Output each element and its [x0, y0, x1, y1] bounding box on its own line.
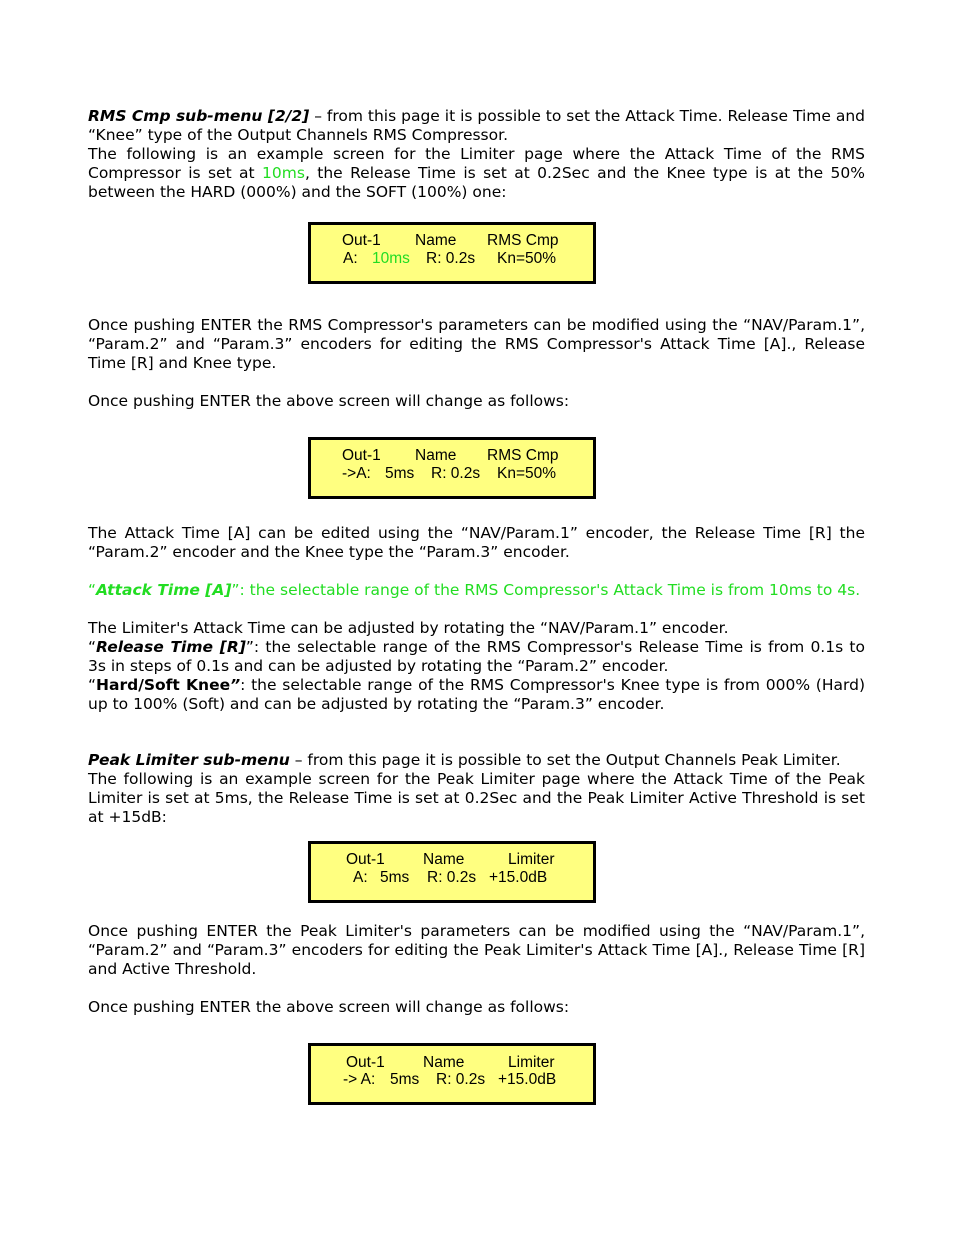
lcd-knee: Kn=50% — [497, 465, 557, 482]
peak-title: Peak Limiter sub-menu — [88, 751, 290, 769]
lcd-menu: Limiter — [508, 1054, 555, 1071]
lcd-attack-label: ->A: — [342, 465, 371, 482]
lcd-attack-label: -> A: — [343, 1071, 376, 1088]
lcd-menu: RMS Cmp — [487, 447, 559, 464]
lcd-name: Name — [423, 851, 465, 868]
lcd-attack-value: 5ms — [390, 1071, 420, 1088]
release-time-desc: “Release Time [R]”: the selectable range of the RMS Compressor's Release Time is from 0.1s to 3s in steps of 0.1s and can be adjusted by rotating the “Param.2” encoder. — [88, 638, 865, 675]
attack-adjust-text: The Limiter's Attack Time can be adjusted by rotating the “NAV/Param.1” encoder. — [88, 619, 729, 637]
lcd-channel: Out-1 — [342, 232, 381, 249]
lcd-screen-rms-2 — [308, 437, 596, 499]
lcd-attack-value: 10ms — [372, 250, 410, 267]
peak-change-text: Once pushing ENTER the above screen will change as follows: — [88, 998, 570, 1016]
rms-title: RMS Cmp sub-menu [2/2] — [88, 107, 310, 125]
release-time-label: Release Time [R] — [96, 638, 246, 656]
peak-enter-text: Once pushing ENTER the Peak Limiter's parameters can be modified using the “NAV/Param.1”, “Param.2” and “Param.3” encoders for editing the Peak Limiter's Attack Time [A]., Release Time [R] and Active Threshold. — [88, 922, 865, 978]
lcd-threshold: +15.0dB — [498, 1071, 557, 1088]
attack-time-desc: “Attack Time [A]”: the selectable range of the RMS Compressor's Attack Time is from 10ms to 4s. — [88, 581, 861, 599]
rms-edit-text: The Attack Time [A] can be edited using the “NAV/Param.1” encoder, the Release Time [R] the “Param.2” encoder and the Knee type the “Param.3” encoder. — [88, 524, 865, 561]
knee-label: Hard/Soft Knee — [96, 676, 231, 694]
lcd-release: R: 0.2s — [436, 1071, 486, 1088]
attack-value-highlight: 10ms — [262, 164, 305, 182]
attack-time-label: Attack Time [A] — [96, 581, 232, 599]
rms-example-text: The following is an example screen for the Limiter page where the Attack Time of the RMS Compressor is set at 10ms, the Release Time is set at 0.2Sec and the Knee type is at the 50% between the HARD (000%) and the SOFT (100%) one: — [88, 145, 865, 201]
rms-enter-text: Once pushing ENTER the RMS Compressor's parameters can be modified using the “NAV/Param.1”, “Param.2” and “Param.3” encoders for editing the RMS Compressor's Attack Time [A]., Release Time [R] and Knee type. — [88, 316, 865, 372]
lcd-channel: Out-1 — [346, 851, 385, 868]
lcd-attack-value: 5ms — [385, 465, 415, 482]
lcd-channel: Out-1 — [346, 1054, 385, 1071]
rms-intro: RMS Cmp sub-menu [2/2] – from this page it is possible to set the Attack Time. Release Time and “Knee” type of the Output Channels RMS Compressor. — [88, 107, 865, 144]
lcd-release: R: 0.2s — [431, 465, 481, 482]
lcd-attack-label: A: — [353, 869, 368, 886]
lcd-screen-peak-1 — [308, 841, 596, 903]
lcd-name: Name — [415, 447, 457, 464]
lcd-name: Name — [415, 232, 457, 249]
lcd-screen-rms-1 — [308, 222, 596, 284]
lcd-knee: Kn=50% — [497, 250, 557, 267]
lcd-name: Name — [423, 1054, 465, 1071]
lcd-attack-value: 5ms — [380, 869, 410, 886]
lcd-channel: Out-1 — [342, 447, 381, 464]
lcd-menu: Limiter — [508, 851, 555, 868]
lcd-release: R: 0.2s — [426, 250, 476, 267]
peak-example-text: The following is an example screen for the Peak Limiter page where the Attack Time of the Peak Limiter is set at 5ms, the Release Time is set at 0.2Sec and the Peak Limiter Active Threshold is set at +15dB: — [88, 770, 865, 826]
peak-intro: Peak Limiter sub-menu – from this page it is possible to set the Output Channels Peak Limiter. — [88, 751, 841, 769]
lcd-menu: RMS Cmp — [487, 232, 559, 249]
rms-change-text: Once pushing ENTER the above screen will change as follows: — [88, 392, 570, 410]
knee-desc: “Hard/Soft Knee”: the selectable range of the RMS Compressor's Knee type is from 000% (Hard) up to 100% (Soft) and can be adjusted by rotating the “Param.3” encoder. — [88, 676, 865, 713]
lcd-threshold: +15.0dB — [489, 869, 548, 886]
lcd-attack-label: A: — [343, 250, 358, 267]
lcd-screen-peak-2 — [308, 1043, 596, 1105]
lcd-release: R: 0.2s — [427, 869, 477, 886]
